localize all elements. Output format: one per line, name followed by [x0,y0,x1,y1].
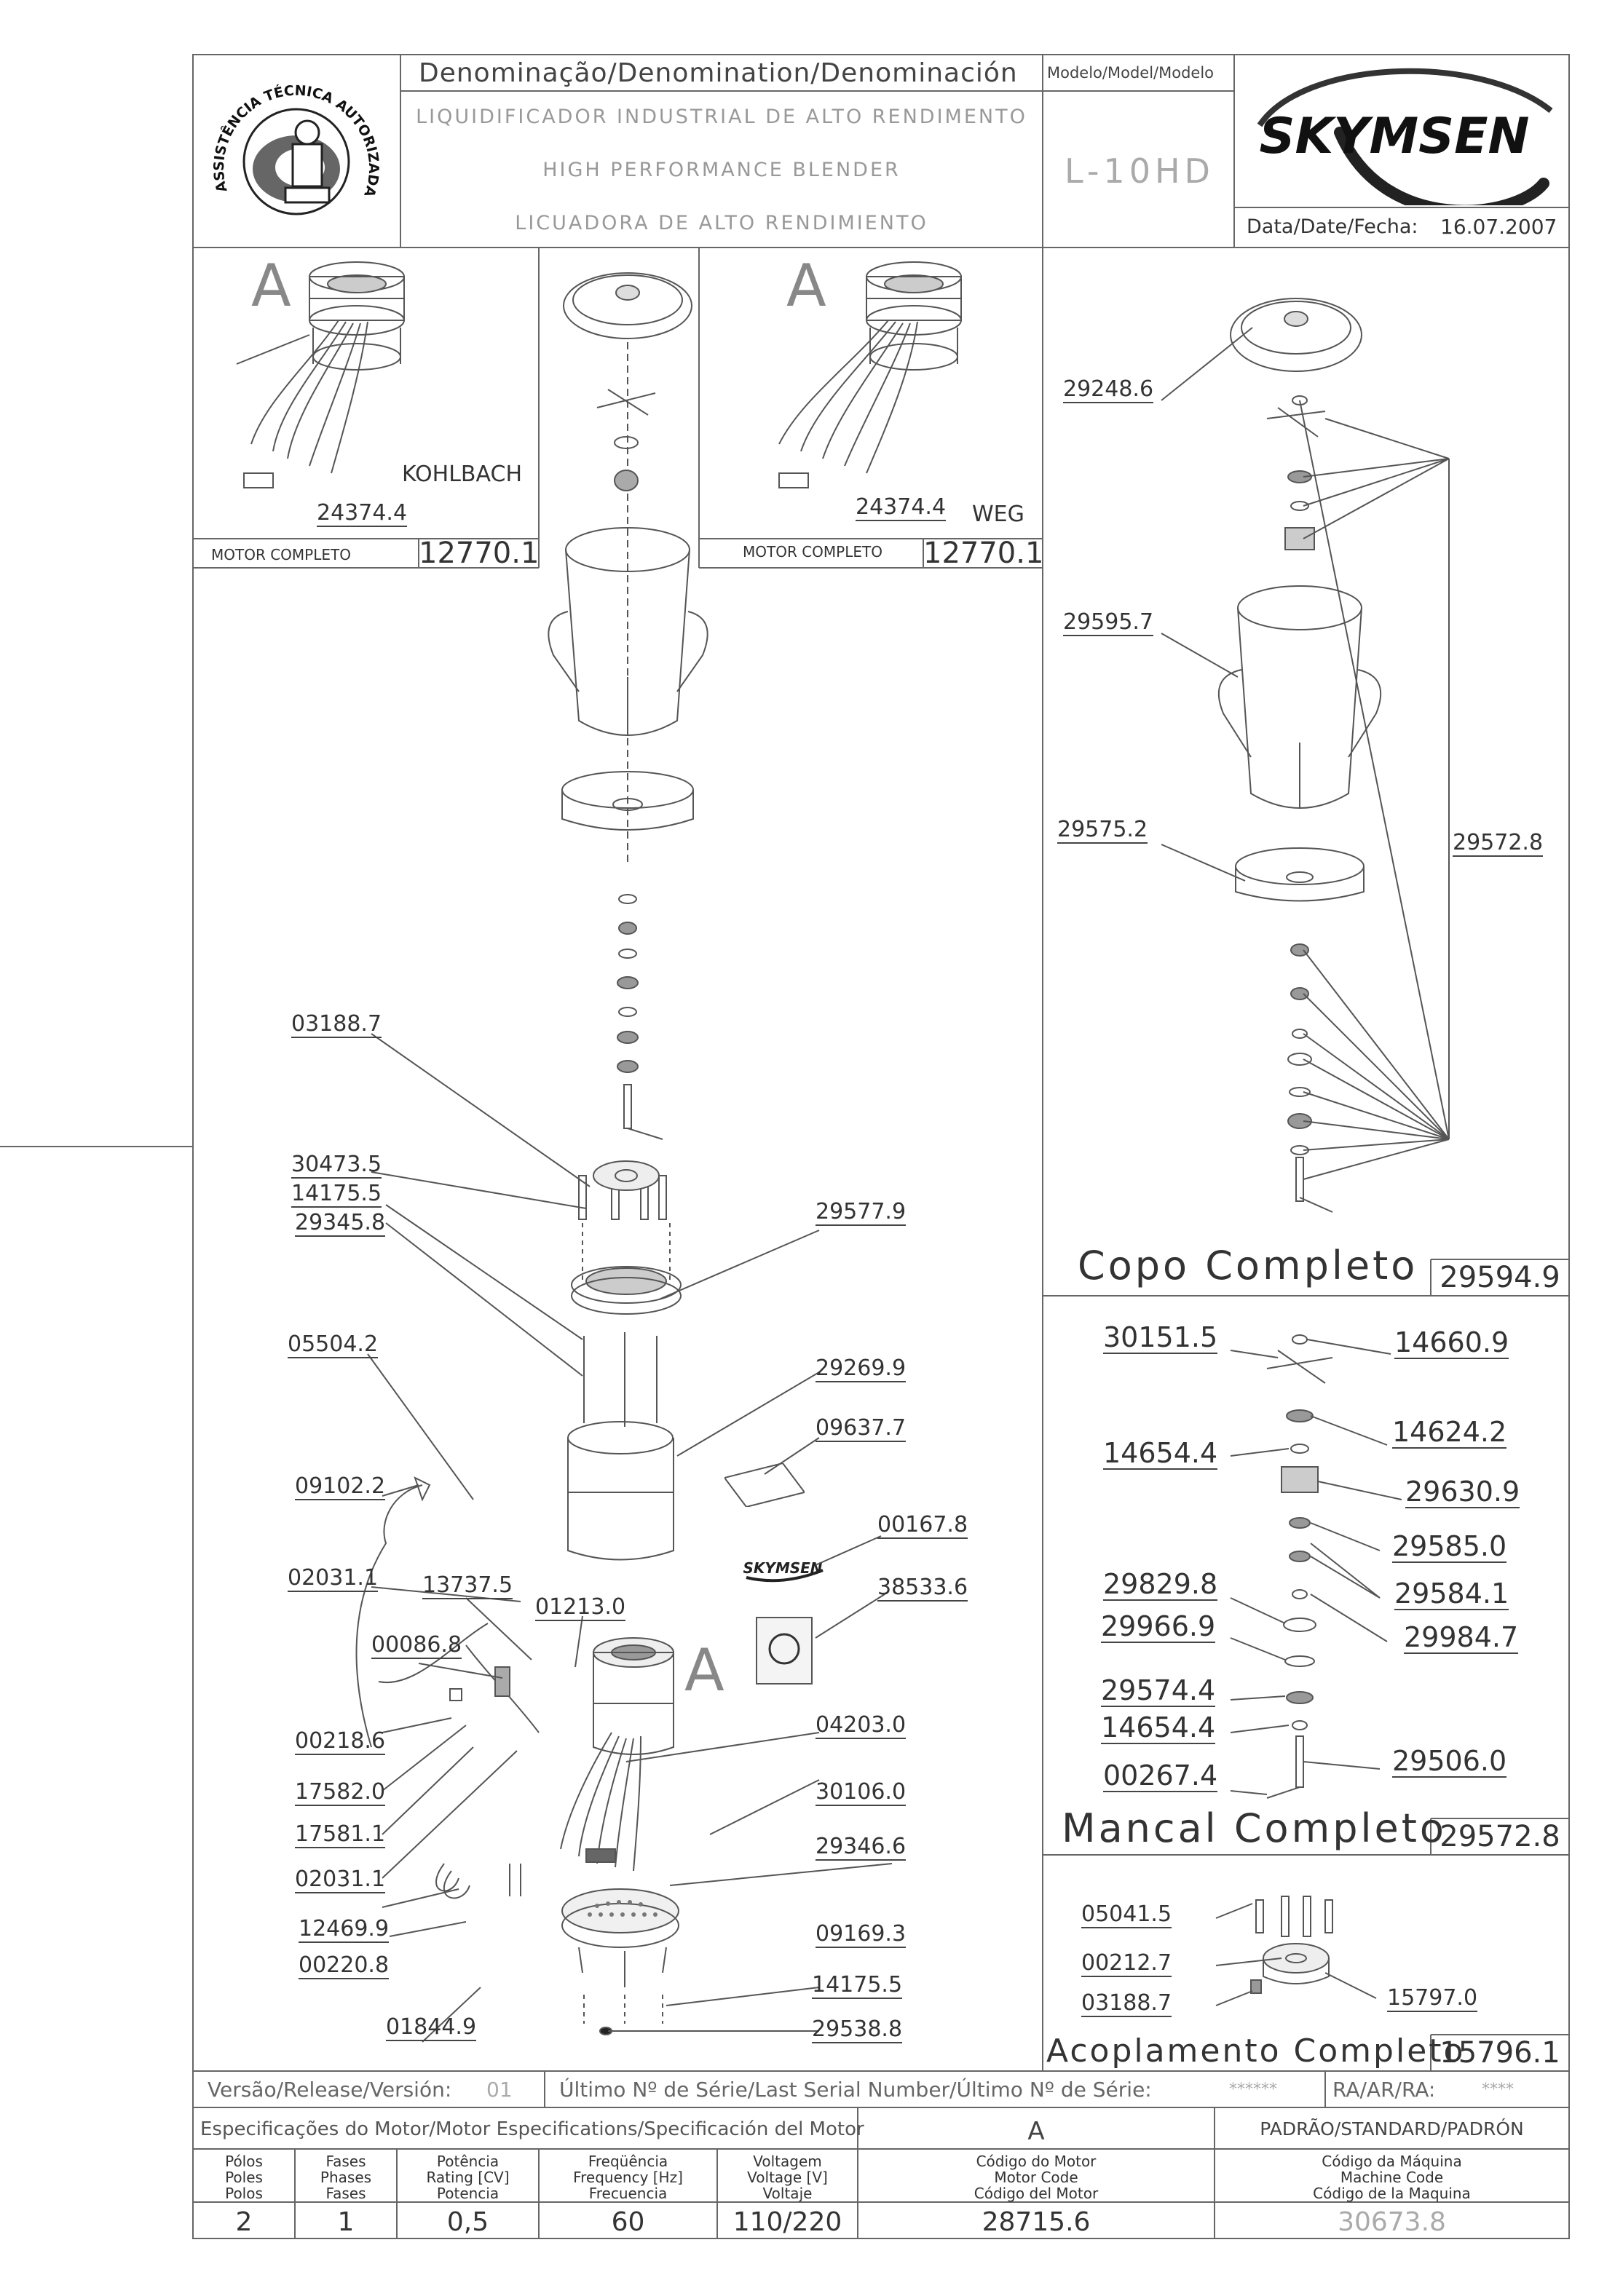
part-label: 04203.0 [816,1712,907,1738]
part-label: 02031.1 [295,1867,386,1892]
denomination-label: Denominação/Denomination/Denominación [419,58,1018,88]
part-label: 30151.5 [1103,1321,1218,1353]
denomination-en: HIGH PERFORMANCE BLENDER [542,159,901,181]
ra-label: RA/AR/RA: [1332,2078,1436,2102]
denomination-pt: LIQUIDIFICADOR INDUSTRIAL DE ALTO RENDIMENTO [416,106,1027,128]
part-label: 29984.7 [1404,1621,1519,1653]
part-label: 05041.5 [1081,1901,1172,1927]
part-label: 14654.4 [1103,1437,1218,1469]
motor-manufacturer-weg: WEG [972,502,1024,527]
part-label: 03188.7 [1081,1990,1172,2016]
part-label: 14624.2 [1392,1416,1507,1448]
part-label: 17582.0 [295,1779,386,1805]
part-label: 29574.4 [1101,1674,1216,1706]
part-label: 29575.2 [1057,817,1148,842]
part-label: 29829.8 [1103,1568,1218,1600]
part-label: 14175.5 [812,1972,903,1998]
spec-col-header: Fases Phases Fases [320,2153,372,2202]
motor-code-right: 12770.1 [923,537,1044,570]
part-label: 15797.0 [1387,1985,1478,2011]
motor-caption-left: MOTOR COMPLETO [211,546,351,563]
specs-group: A [1027,2117,1045,2146]
part-label: 09102.2 [295,1473,386,1499]
spec-value-voltage: 110/220 [732,2207,842,2237]
part-label: 00167.8 [877,1512,968,1537]
acoplamento-title: Acoplamento Completo [1046,2032,1466,2070]
model-label: Modelo/Model/Modelo [1047,64,1215,82]
part-label: 03188.7 [291,1011,382,1037]
spec-col-header: Potência Rating [CV] Potencia [426,2153,510,2202]
mancal-title: Mancal Completo [1062,1805,1447,1851]
part-label: 02031.1 [288,1565,379,1591]
part-label: 00220.8 [299,1952,390,1978]
part-label: 14654.4 [1101,1711,1216,1743]
spec-value-phases: 1 [337,2207,355,2237]
main-detail-letter: A [684,1636,724,1704]
part-label: 29346.6 [816,1834,907,1859]
spec-value-machine-code: 30673.8 [1338,2207,1446,2237]
spec-value-rating: 0,5 [446,2207,489,2237]
ra-value: **** [1482,2081,1514,2099]
part-label: 05504.2 [288,1331,379,1357]
spec-value-poles: 2 [235,2207,253,2237]
mancal-code: 29572.8 [1440,1820,1560,1853]
version-label: Versão/Release/Versión: [208,2078,452,2102]
serial-value: ****** [1229,2081,1277,2099]
acoplamento-code: 15796.1 [1440,2036,1560,2070]
svg-text:SKYMSEN: SKYMSEN [743,1559,823,1577]
part-label: 29595.7 [1063,609,1154,635]
svg-text:A: A [786,255,826,320]
spec-value-frequency: 60 [611,2207,645,2237]
standard-label: PADRÃO/STANDARD/PADRÓN [1260,2118,1524,2139]
part-label: 17581.1 [295,1821,386,1847]
part-label: 38533.6 [877,1575,968,1600]
part-label: 09169.3 [816,1921,907,1947]
part-label: 29572.8 [1453,830,1544,855]
part-label: 01213.0 [535,1594,626,1620]
part-label: 30106.0 [816,1779,907,1805]
part-label: 29584.1 [1394,1577,1509,1610]
specs-label: Especificações do Motor/Motor Especifications/Specificación del Motor [200,2118,864,2140]
spec-col-header: Código da Máquina Machine Code Código de la Maquina [1313,2153,1471,2202]
spec-value-motor-code: 28715.6 [982,2207,1091,2237]
version-value: 01 [486,2078,513,2102]
motor-caption-right: MOTOR COMPLETO [743,543,882,561]
spec-col-header: Freqüência Frequency [Hz] Frecuencia [573,2153,683,2202]
part-label: 09637.7 [816,1415,907,1441]
part-label: 29248.6 [1063,376,1154,402]
spec-col-header: Voltagem Voltage [V] Voltaje [747,2153,828,2202]
part-label: 00086.8 [371,1632,462,1658]
part-label: 29345.8 [295,1210,386,1235]
copo-title: Copo Completo [1078,1243,1418,1288]
part-label: 14175.5 [291,1181,382,1206]
part-label: 00267.4 [1103,1759,1218,1792]
model-value: L-10HD [1065,151,1215,191]
serial-label: Último Nº de Série/Last Serial Number/Último Nº de Série: [559,2078,1152,2102]
motor-code-left: 12770.1 [419,537,540,570]
svg-text:SKYMSEN: SKYMSEN [1259,108,1530,165]
part-label: 24374.4 [856,494,947,520]
spec-col-header: Pólos Poles Polos [225,2153,263,2202]
part-label: 29966.9 [1101,1610,1216,1642]
copo-code: 29594.9 [1440,1261,1560,1294]
motor-manufacturer-kohlbach: KOHLBACH [402,462,522,487]
svg-text:A: A [251,255,291,320]
part-label: 29585.0 [1392,1530,1507,1562]
part-label: 30473.5 [291,1152,382,1177]
part-label: 14660.9 [1394,1326,1509,1358]
part-label: 00218.6 [295,1728,386,1754]
denomination-es: LICUADORA DE ALTO RENDIMIENTO [515,212,928,234]
part-label: 13737.5 [422,1572,513,1598]
part-label: 12469.9 [299,1916,390,1941]
part-label: 01844.9 [386,2014,477,2040]
part-label: 29506.0 [1392,1745,1507,1777]
part-label: 29269.9 [816,1355,907,1381]
part-label: 29630.9 [1405,1476,1520,1508]
date-value: 16.07.2007 [1440,215,1557,239]
part-label: 29577.9 [816,1199,907,1224]
part-label: 29538.8 [812,2016,903,2042]
part-label: 24374.4 [317,500,408,526]
svg-text:ASSISTÊNCIA TÉCNICA AUTORIZADA: ASSISTÊNCIA TÉCNICA AUTORIZADA [210,82,382,199]
part-label: 00212.7 [1081,1950,1172,1976]
date-label: Data/Date/Fecha: [1247,215,1418,238]
spec-col-header: Código do Motor Motor Code Código del Motor [974,2153,1099,2202]
